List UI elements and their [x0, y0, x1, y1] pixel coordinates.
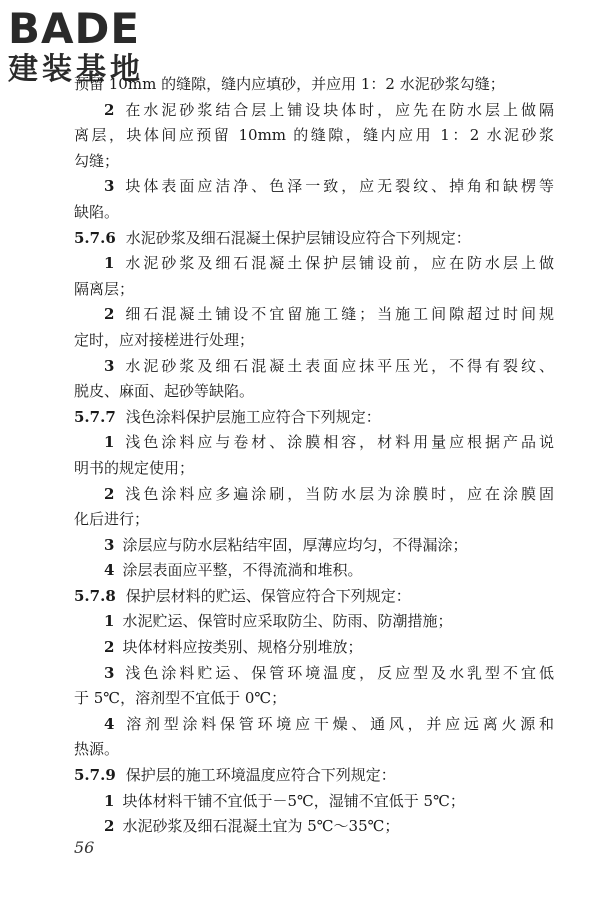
clause-item-line [74, 302, 554, 328]
line-text: 细石混凝土铺设不宜留施工缝；当施工间隙超过时间规 [122, 305, 554, 324]
clause-item-line [74, 712, 554, 738]
clause-item-line [74, 661, 554, 687]
line-text: 预留 10mm 的缝隙，缝内应填砂，并应用 1：2 水泥砂浆勾缝； [74, 75, 505, 93]
clause-item-line [74, 635, 554, 661]
clause-item-line [74, 251, 554, 277]
line-text: 块体材料干铺不宜低于－5℃，湿铺不宜低于 5℃； [122, 791, 465, 810]
clause-item-line [74, 789, 554, 815]
text-line [74, 123, 554, 149]
item-number: 3 [104, 356, 115, 375]
clause-item-line [74, 609, 554, 635]
line-text: 缺陷。 [74, 202, 120, 221]
line-text: 水泥砂浆及细石混凝土宜为 5℃～35℃； [122, 817, 400, 836]
section-number: 5.7.6 [74, 228, 116, 247]
item-number: 2 [104, 817, 115, 836]
item-number: 2 [104, 305, 115, 324]
line-text: 水泥砂浆及细石混凝土表面应抹平压光，不得有裂纹、 [122, 356, 554, 375]
item-number: 1 [104, 612, 115, 631]
clause-item-line [74, 558, 554, 584]
section-number: 5.7.7 [74, 407, 116, 426]
logo-wordmark: BADE [8, 4, 141, 53]
item-number: 3 [104, 177, 115, 196]
line-text: 于 5℃，溶剂型不宜低于 0℃； [74, 689, 287, 708]
item-number: 1 [104, 791, 115, 810]
item-number: 3 [104, 663, 115, 682]
logo-chinese-text: 建装基地 [8, 52, 144, 87]
line-text: 水泥砂浆及细石混凝土保护层铺设应符合下列规定： [125, 228, 471, 247]
page-number: 56 [74, 838, 95, 857]
line-text: 化后进行； [74, 510, 150, 529]
line-text: 热源。 [74, 740, 120, 759]
line-text: 涂层表面应平整，不得流淌和堆积。 [122, 561, 363, 580]
item-number: 2 [104, 484, 115, 503]
line-text: 勾缝； [74, 151, 120, 170]
document-body [74, 72, 554, 840]
line-text: 浅色涂料贮运、保管环境温度，反应型及水乳型不宜低 [122, 663, 554, 682]
line-text: 离层，块体间应预留 10mm 的缝隙，缝内应用 1：2 水泥砂浆 [74, 126, 554, 145]
section-number: 5.7.8 [74, 586, 116, 605]
line-text: 保护层的施工环境温度应符合下列规定： [125, 766, 396, 785]
line-text: 水泥砂浆及细石混凝土保护层铺设前，应在防水层上做 [122, 254, 554, 273]
section-heading-line [74, 584, 554, 610]
item-number: 1 [104, 254, 115, 273]
clause-item-line [74, 354, 554, 380]
text-line [74, 737, 554, 763]
item-number: 4 [104, 714, 115, 733]
text-line [74, 328, 554, 354]
line-text: 脱皮、麻面、起砂等缺陷。 [74, 382, 255, 401]
text-line [74, 72, 554, 98]
text-line [74, 200, 554, 226]
line-text: 保护层材料的贮运、保管应符合下列规定： [125, 586, 411, 605]
item-number: 2 [104, 638, 115, 657]
item-number: 4 [104, 561, 115, 580]
text-line [74, 686, 554, 712]
item-number: 2 [104, 100, 115, 119]
clause-item-line [74, 814, 554, 840]
text-line [74, 507, 554, 533]
line-text: 溶剂型涂料保管环境应干燥、通风，并应远离火源和 [122, 714, 554, 733]
clause-item-line [74, 174, 554, 200]
line-text: 隔离层； [74, 279, 135, 298]
section-heading-line [74, 763, 554, 789]
line-text: 块体表面应洁净、色泽一致，应无裂纹、掉角和缺楞等 [122, 177, 554, 196]
section-number: 5.7.9 [74, 766, 116, 785]
line-text: 浅色涂料应多遍涂刷，当防水层为涂膜时，应在涂膜固 [122, 484, 554, 503]
item-number: 1 [104, 433, 115, 452]
text-line [74, 277, 554, 303]
text-line [74, 149, 554, 175]
line-text: 水泥贮运、保管时应采取防尘、防雨、防潮措施； [122, 612, 453, 631]
clause-item-line [74, 482, 554, 508]
line-text: 块体材料应按类别、规格分别堆放； [122, 638, 363, 657]
line-text: 浅色涂料保护层施工应符合下列规定： [125, 407, 381, 426]
section-heading-line [74, 405, 554, 431]
line-text: 涂层应与防水层粘结牢固，厚薄应均匀，不得漏涂； [122, 535, 468, 554]
clause-item-line [74, 533, 554, 559]
clause-item-line [74, 430, 554, 456]
clause-item-line [74, 98, 554, 124]
section-heading-line [74, 226, 554, 252]
item-number: 3 [104, 535, 115, 554]
line-text: 定时，应对接槎进行处理； [74, 330, 255, 349]
text-line [74, 379, 554, 405]
line-text: 明书的规定使用； [74, 458, 195, 477]
line-text: 在水泥砂浆结合层上铺设块体时，应先在防水层上做隔 [122, 100, 554, 119]
line-text: 浅色涂料应与卷材、涂膜相容，材料用量应根据产品说 [122, 433, 554, 452]
text-line [74, 456, 554, 482]
